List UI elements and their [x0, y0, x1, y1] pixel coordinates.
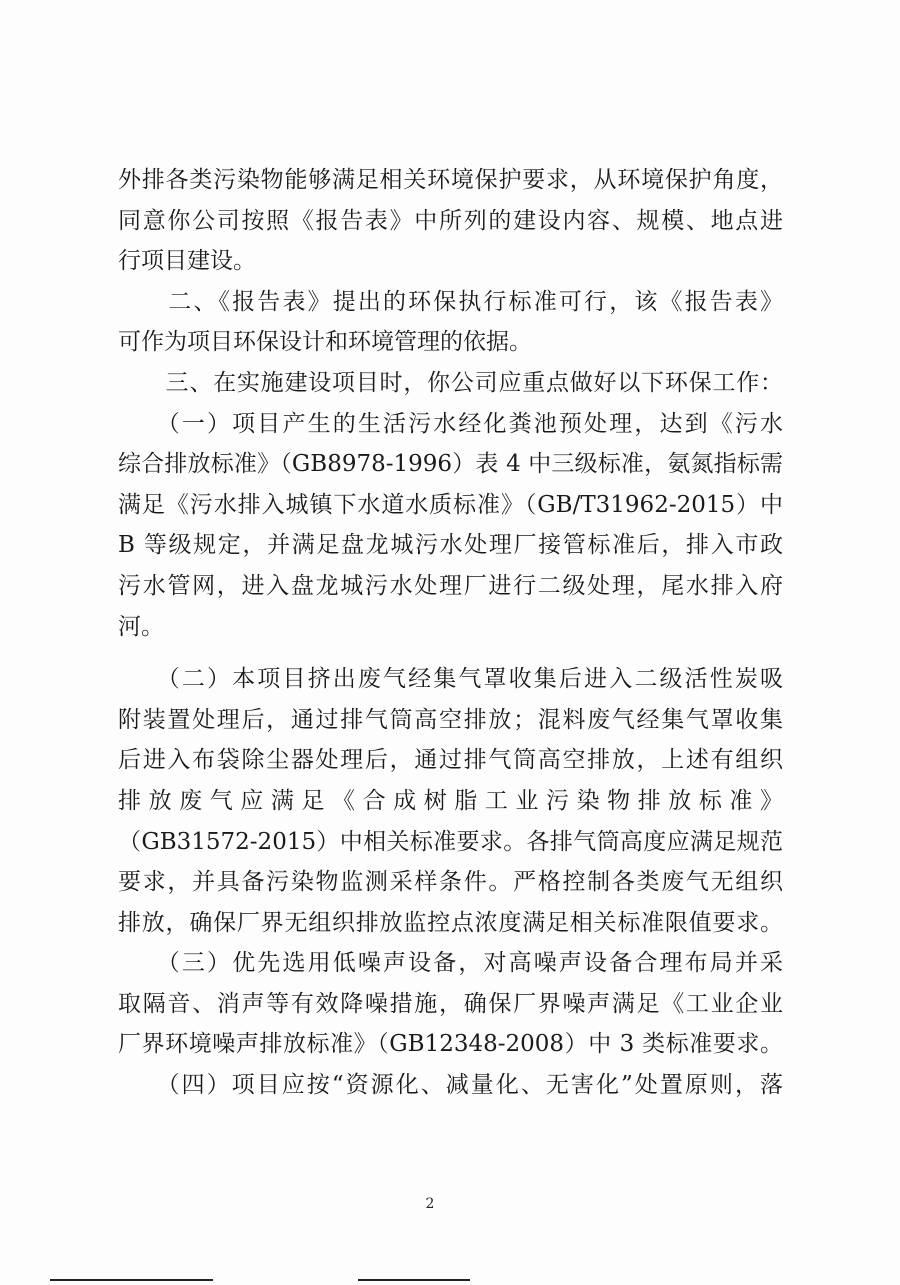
text-line: 二、《报告表》提出的环保执行标准可行，该《报告表》 — [118, 288, 783, 315]
text-line: 行项目建设。 — [118, 248, 256, 275]
text-line: 要求，并具备污染物监测采样条件。严格控制各类废气无组织 — [118, 869, 783, 896]
text-line: 满足《污水排入城镇下水道水质标准》（GB/T31962-2015）中 — [118, 491, 783, 518]
text-line: 取隔音、消声等有效降噪措施，确保厂界噪声满足《工业企业 — [118, 990, 783, 1017]
text-line: 排放废气应满足《合成树脂工业污染物排放标准》 — [118, 787, 783, 814]
text-line: （GB31572-2015）中相关标准要求。各排气筒高度应满足规范 — [118, 828, 783, 855]
text-line: 后进入布袋除尘器处理后，通过排气筒高空排放，上述有组织 — [118, 747, 783, 774]
paragraph-gap — [118, 647, 783, 659]
text-line: 综合排放标准》（GB8978-1996）表 4 中三级标准，氨氮指标需 — [118, 451, 783, 478]
text-line: 外排各类污染物能够满足相关环境保护要求，从环境保护角度， — [118, 167, 783, 193]
page-number: 2 — [425, 1196, 435, 1212]
footer-rule-left — [50, 1279, 213, 1281]
text-line: 排放，确保厂界无组织排放监控点浓度满足相关标准限值要求。 — [118, 909, 783, 936]
text-line: 厂界环境噪声排放标准》（GB12348-2008）中 3 类标准要求。 — [118, 1031, 783, 1058]
text-line: （二）本项目挤出废气经集气罩收集后进入二级活性炭吸 — [118, 666, 783, 693]
text-line: 污水管网，进入盘龙城污水处理厂进行二级处理，尾水排入府 — [118, 572, 783, 599]
text-line: B 等级规定，并满足盘龙城污水处理厂接管标准后，排入市政 — [118, 532, 783, 559]
text-line: 附装置处理后，通过排气筒高空排放；混料废气经集气罩收集 — [118, 706, 783, 733]
text-line: （一）项目产生的生活污水经化粪池预处理，达到《污水 — [118, 410, 783, 437]
text-line: 河。 — [118, 613, 164, 640]
document-body — [118, 160, 783, 1106]
text-line: （三）优先选用低噪声设备，对高噪声设备合理布局并采 — [118, 950, 783, 977]
text-line: 三、在实施建设项目时，你公司应重点做好以下环保工作： — [118, 369, 783, 396]
text-line: （四）项目应按“资源化、减量化、无害化”处置原则，落 — [118, 1072, 783, 1099]
footer-rule-right — [358, 1279, 470, 1281]
text-line: 可作为项目环保设计和环境管理的依据。 — [118, 329, 532, 356]
text-line: 同意你公司按照《报告表》中所列的建设内容、规模、地点进 — [118, 207, 783, 234]
